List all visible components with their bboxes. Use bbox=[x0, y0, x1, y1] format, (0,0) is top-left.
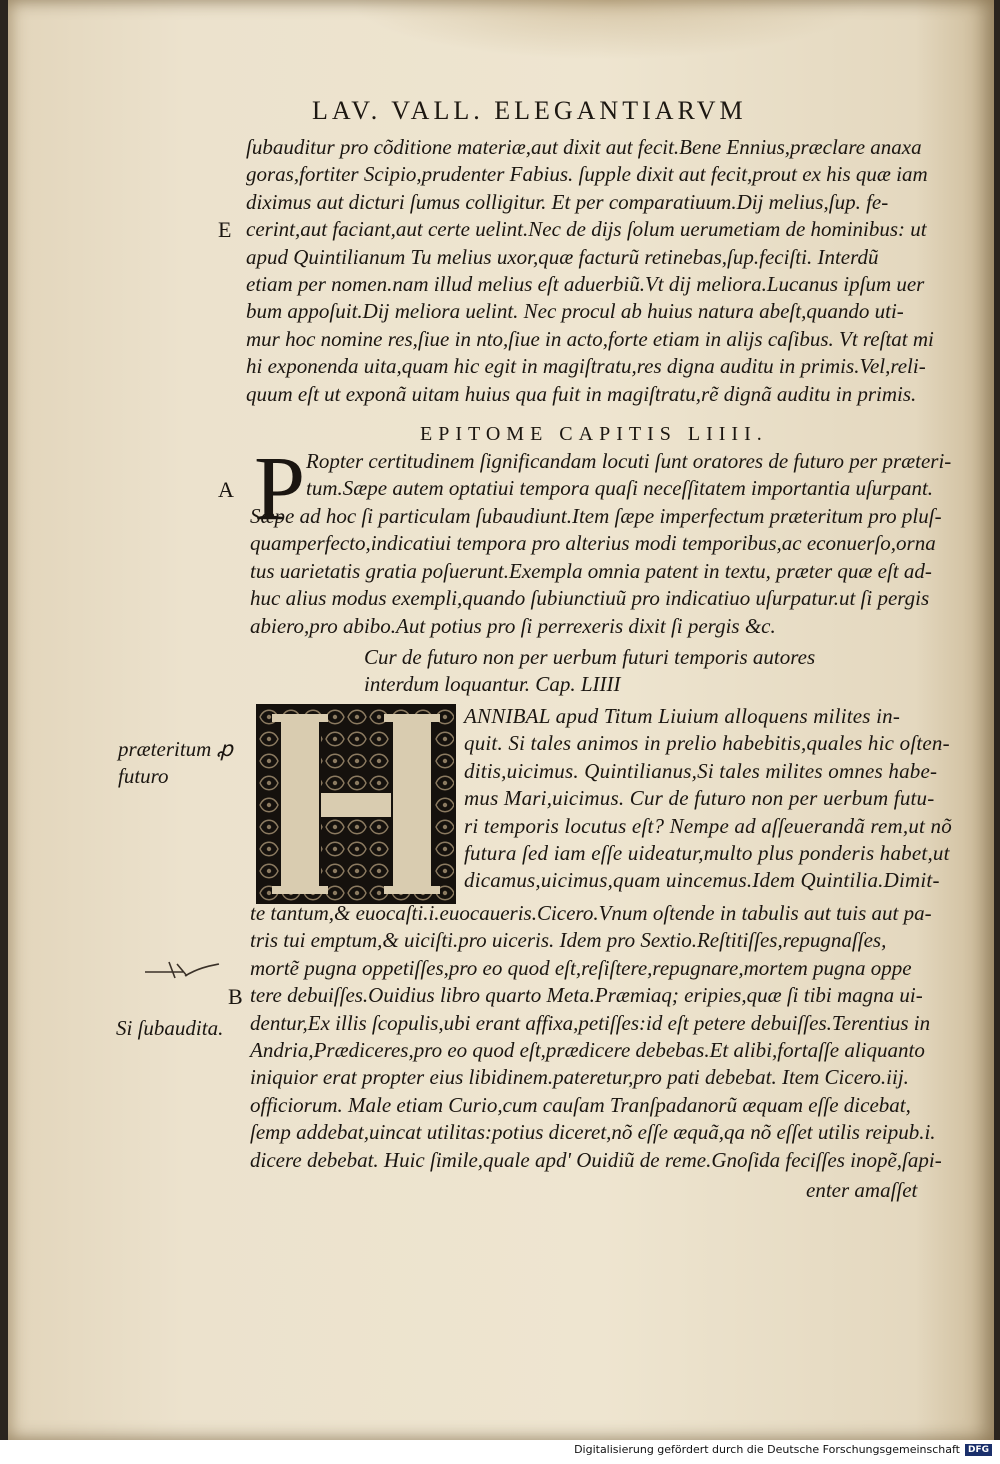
text-line: quamperfecto,indicatiui tempora pro alterius modi temporibus,ac econuerſo,orna bbox=[250, 531, 936, 556]
epitome-heading: EPITOME CAPITIS LIIII. bbox=[420, 423, 768, 445]
margin-note-subaudita: Si ſubaudita. bbox=[116, 1016, 224, 1040]
note-line: futuro bbox=[118, 764, 169, 789]
text-line: Ropter certitudinem ſignificandam locuti ſunt oratores de futuro per præteri- bbox=[306, 449, 952, 473]
dfg-logo: DFG bbox=[965, 1444, 992, 1456]
text-line: huc alius modus exempli,quando ſubiunctiuũ pro indicatiuo uſurpatur.ut ſi pergis bbox=[250, 586, 930, 611]
drop-cap-p: P bbox=[254, 437, 306, 539]
text-line: te tantum,& euocaſti.i.euocaueris.Cicero.Vnum oſtende in tabulis aut tuis aut pa- bbox=[250, 901, 932, 925]
decorated-initial-h bbox=[256, 704, 456, 904]
text-line: dicere debebat. Huic ſimile,quale apd' Ouidiũ de reme.Gnoſida feciſſes inopẽ,ſapi- bbox=[250, 1147, 942, 1172]
text-line: futura ſed iam eſſe uideatur,multo plus ponderis habet,ut bbox=[464, 840, 950, 865]
text-line: ditis,uicimus. Quintilianus,Si tales milites omnes habe- bbox=[464, 758, 938, 783]
text-line: tum.Sæpe autem optatiui tempora quaſi neceſſitatem importantia uſurpant. bbox=[306, 476, 934, 501]
text-line: goras,fortiter Scipio,prudenter Fabius. ſupple dixit aut fecit,prout ex his quæ iam bbox=[246, 162, 928, 187]
text-line: ri temporis locutus eſt? Nempe ad aſſeuerandã rem,ut nõ bbox=[464, 813, 952, 838]
initial-ornament-svg bbox=[258, 706, 454, 902]
text-line: Cur de futuro non per uerbum futuri temporis autores bbox=[364, 645, 816, 669]
text-line: tris tui emptum,& uiciſti.pro uiceris. Idem pro Sextio.Reſtitiſſes,repugnaſſes, bbox=[250, 928, 887, 953]
text-line: dentur,Ex illis ſcopulis,ubi erant affixa,petiſſes:id eſt petere debuiſſes.Terentius in bbox=[250, 1010, 931, 1035]
text-line: bum appoſuit.Dij meliora uelint. Nec procul ab huius natura abeſt,quando uti- bbox=[246, 299, 904, 324]
text-line: Sæpe ad hoc ſi particulam ſubaudiunt.Item ſæpe imperfectum præteritum pro pluſ- bbox=[250, 504, 942, 528]
text-line: quum eſt ut exponã uitam huius qua fuit in magiſtratu,rẽ dignã auditu in primis. bbox=[246, 381, 917, 406]
text-line: cerint,aut faciant,aut certe uelint.Nec de dijs ſolum uerumetiam de hominibus: ut bbox=[246, 217, 927, 242]
text-line: officiorum. Male etiam Curio,cum cauſam Tranſpadanorũ æquam eſſe dicebat, bbox=[250, 1092, 911, 1117]
text-line: interdum loquantur. Cap. LIIII bbox=[364, 672, 621, 697]
margin-letter-a: A bbox=[218, 477, 234, 502]
margin-letter-b: B bbox=[228, 984, 243, 1009]
text-line: Andria,Prædiceres,pro eo quod eſt,prædicere debebas.Et alibi,fortaſſe aliquanto bbox=[250, 1037, 925, 1062]
text-block-3 bbox=[250, 900, 942, 1174]
text-line: apud Quintilianum Tu melius uxor,quæ facturũ retinebas,ſup.feciſti. Interdũ bbox=[246, 244, 879, 269]
text-line: ſemp addebat,uincat utilitas:potius diceret,nõ eſſe æquã,qa nõ eſſet utilis reipub.i. bbox=[250, 1120, 936, 1145]
text-block-1 bbox=[246, 134, 934, 408]
text-line: quit. Si tales animos in prelio habebitis,quales hic oſten- bbox=[464, 731, 950, 756]
text-line: tere debuiſſes.Ouidius libro quarto Meta.Præmiaq; eripies,quæ ſi tibi magna ui- bbox=[250, 983, 923, 1008]
pencil-mark-icon bbox=[143, 958, 221, 982]
catchword: enter amaſſet bbox=[806, 1178, 918, 1202]
text-line: mur hoc nomine res,ſiue in nto,ſiue in acto,forte etiam in alijs caſibus. Vt reſtat mi bbox=[246, 326, 934, 351]
text-line: hi exponenda uita,quam hic egit in magiſtratu,res digna auditu in primis.Vel,reli- bbox=[246, 354, 926, 379]
text-line: iniquior erat propter eius libidinem.pateretur,pro pati debebat. Item Cicero.iij. bbox=[250, 1065, 909, 1090]
text-line: dicamus,uicimus,quam uincemus.Idem Quintilia.Dimit- bbox=[464, 868, 940, 893]
text-line: diximus aut dicturi ſumus colligitur. Et per comparatiuum.Dij melius,ſup. fe- bbox=[246, 189, 889, 214]
running-head: LAV. VALL. ELEGANTIARVM bbox=[312, 96, 747, 125]
paper-stain bbox=[348, 0, 868, 60]
chapter-title bbox=[364, 644, 815, 699]
epitome-text bbox=[250, 503, 942, 640]
text-beside-initial bbox=[464, 703, 952, 895]
margin-letter-e: E bbox=[218, 217, 232, 242]
text-line: mortẽ pugna oppetiſſes,pro eo quod eſt,reſiſtere,repugnare,mortem pugna oppe bbox=[250, 955, 912, 980]
text-line: mus Mari,uicimus. Cur de futuro non per uerbum futu- bbox=[464, 786, 935, 811]
note-line: præteritum ꝓ bbox=[118, 737, 233, 761]
text-line: ANNIBAL apud Titum Liuium alloquens milites in- bbox=[464, 704, 901, 728]
text-line: abiero,pro abibo.Aut potius pro ſi perrexeris dixit ſi pergis &c. bbox=[250, 613, 776, 638]
footer-credit: Digitalisierung gefördert durch die Deutsche Forschungsgemeinschaft bbox=[574, 1443, 960, 1456]
epitome-first-lines bbox=[306, 448, 951, 503]
text-line: ſubauditur pro cõditione materiæ,aut dixit aut fecit.Bene Ennius,præclare anaxa bbox=[246, 135, 922, 159]
text-line: etiam per nomen.nam illud melius eſt aduerbiũ.Vt dij meliora.Lucanus ipſum uer bbox=[246, 271, 925, 296]
margin-note-praeteritum bbox=[118, 735, 233, 790]
text-line: tus uarietatis gratia poſuerunt.Exempla omnia patent in textu, præter quæ eſt ad- bbox=[250, 558, 932, 583]
